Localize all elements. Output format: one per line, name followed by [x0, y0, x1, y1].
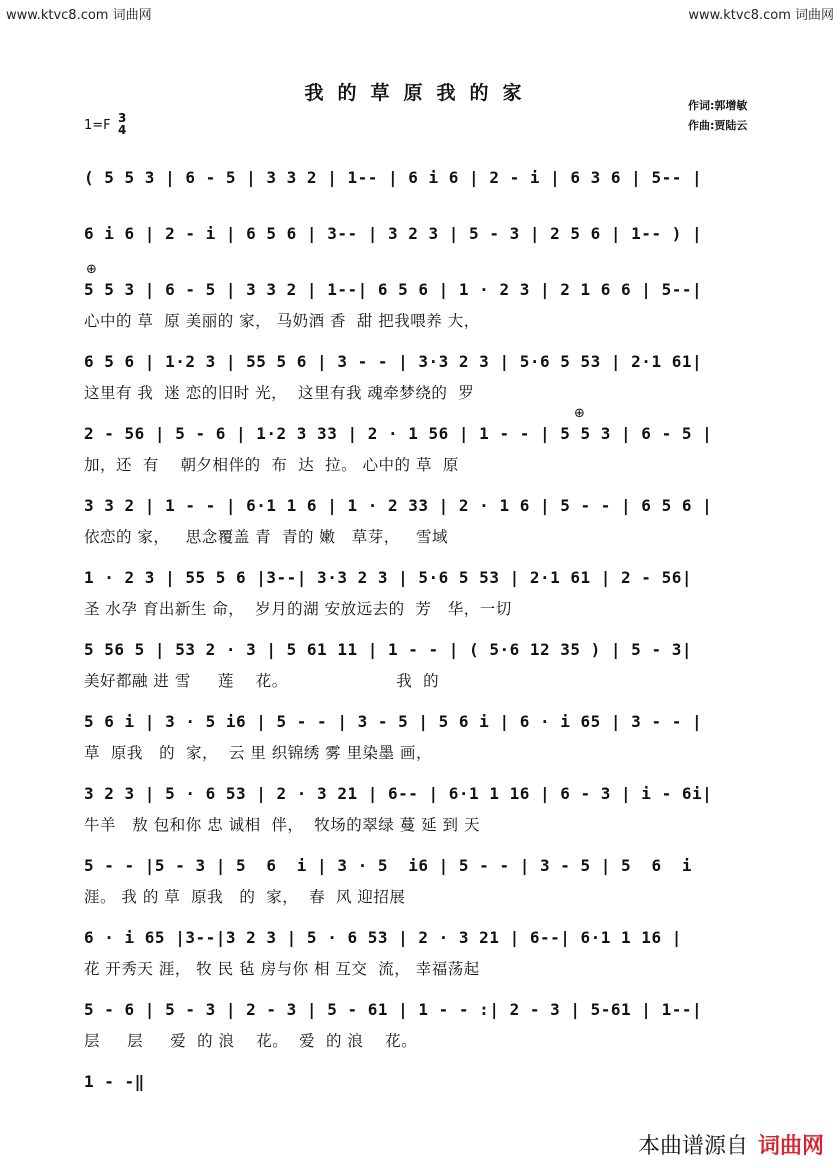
notation-row: 2 - 56 | 5 - 6 | 1·2 3 33 | 2 · 1 56 | 1 - - | 5 5 3 | 6 - 5 |: [84, 424, 713, 443]
lyricist-credit: 作词:郭增敏: [688, 99, 748, 112]
coda-icon: ⊕: [86, 262, 97, 277]
notation-row: 5 5 3 | 6 - 5 | 3 3 2 | 1--| 6 5 6 | 1 · 2 3 | 2 1 6 6 | 5--|: [84, 280, 703, 299]
key-signature: 1=F: [84, 118, 111, 133]
song-title: 我的草原我的家: [304, 82, 536, 104]
notation-row: 6 5 6 | 1·2 3 | 55 5 6 | 3 - - | 3·3 2 3 | 5·6 5 53 | 2·1 61|: [84, 352, 703, 371]
lyric-row: 花 开秀天 涯， 牧 民 毡 房与你 相 互交 流， 幸福荡起: [84, 960, 480, 978]
watermark-left: www.ktvc8.com 词曲网: [6, 8, 152, 23]
lyric-row: 圣 水孕 育出新生 命， 岁月的湖 安放远去的 芳 华，一切: [84, 600, 512, 618]
notation-row: 5 - - |5 - 3 | 5 6 i | 3 · 5 i6 | 5 - - | 3 - 5 | 5 6 i: [84, 856, 692, 875]
lyric-row: 依恋的 家， 思念覆盖 青 青的 嫩 草芽， 雪域: [84, 528, 448, 546]
lyric-row: 层 层 爱 的 浪 花。 爱 的 浪 花。: [84, 1032, 418, 1050]
footer-site-logo[interactable]: 词曲网: [757, 1134, 824, 1159]
coda-icon: ⊕: [574, 406, 585, 421]
composer-credit: 作曲:贾陆云: [688, 119, 748, 132]
notation-row: 6 i 6 | 2 - i | 6 5 6 | 3-- | 3 2 3 | 5 - 3 | 2 5 6 | 1-- ) |: [84, 224, 703, 243]
notation-row: ( 5 5 3 | 6 - 5 | 3 3 2 | 1-- | 6 i 6 | 2 - i | 6 3 6 | 5-- |: [84, 168, 703, 187]
watermark-right: www.ktvc8.com 词曲网: [688, 8, 834, 23]
time-signature: [118, 112, 126, 136]
lyric-row: 涯。 我 的 草 原我 的 家， 春 风 迎招展: [84, 888, 406, 906]
notation-row: 1 · 2 3 | 55 5 6 |3--| 3·3 2 3 | 5·6 5 53 | 2·1 61 | 2 - 56|: [84, 568, 692, 587]
notation-row: 3 2 3 | 5 · 6 53 | 2 · 3 21 | 6-- | 6·1 1 16 | 6 - 3 | i - 6i|: [84, 784, 713, 803]
meter-bottom: 4: [118, 123, 127, 137]
notation-row: 6 · i 65 |3--|3 2 3 | 5 · 6 53 | 2 · 3 21 | 6--| 6·1 1 16 |: [84, 928, 682, 947]
source-footer: [638, 1129, 824, 1160]
lyric-row: 加，还 有 朝夕相伴的 布 达 拉。 心中的 草 原: [84, 456, 459, 474]
lyric-row: 美好都融 进 雪 莲 花。 我 的: [84, 672, 440, 690]
lyric-row: 这里有 我 迷 恋的旧时 光， 这里有我 魂牵梦绕的 罗: [84, 384, 475, 402]
notation-row: 1 - -‖: [84, 1072, 145, 1091]
notation-row: 5 - 6 | 5 - 3 | 2 - 3 | 5 - 61 | 1 - - :| 2 - 3 | 5-61 | 1--|: [84, 1000, 703, 1019]
notation-row: 5 56 5 | 53 2 · 3 | 5 61 11 | 1 - - | ( 5·6 12 35 ) | 5 - 3|: [84, 640, 692, 659]
footer-source-text: 本曲谱源自: [637, 1134, 748, 1159]
lyric-row: 草 原我 的 家， 云 里 织锦绣 雾 里染墨 画，: [84, 744, 432, 762]
notation-row: 5 6 i | 3 · 5 i6 | 5 - - | 3 - 5 | 5 6 i | 6 · i 65 | 3 - - |: [84, 712, 703, 731]
lyric-row: 牛羊 敖 包和你 忠 诚相 伴， 牧场的翠绿 蔓 延 到 天: [84, 816, 480, 834]
lyric-row: 心中的 草 原 美丽的 家， 马奶酒 香 甜 把我喂养 大，: [84, 312, 480, 330]
meter-top: 3: [118, 111, 127, 125]
notation-row: 3 3 2 | 1 - - | 6·1 1 6 | 1 · 2 33 | 2 · 1 6 | 5 - - | 6 5 6 |: [84, 496, 713, 515]
